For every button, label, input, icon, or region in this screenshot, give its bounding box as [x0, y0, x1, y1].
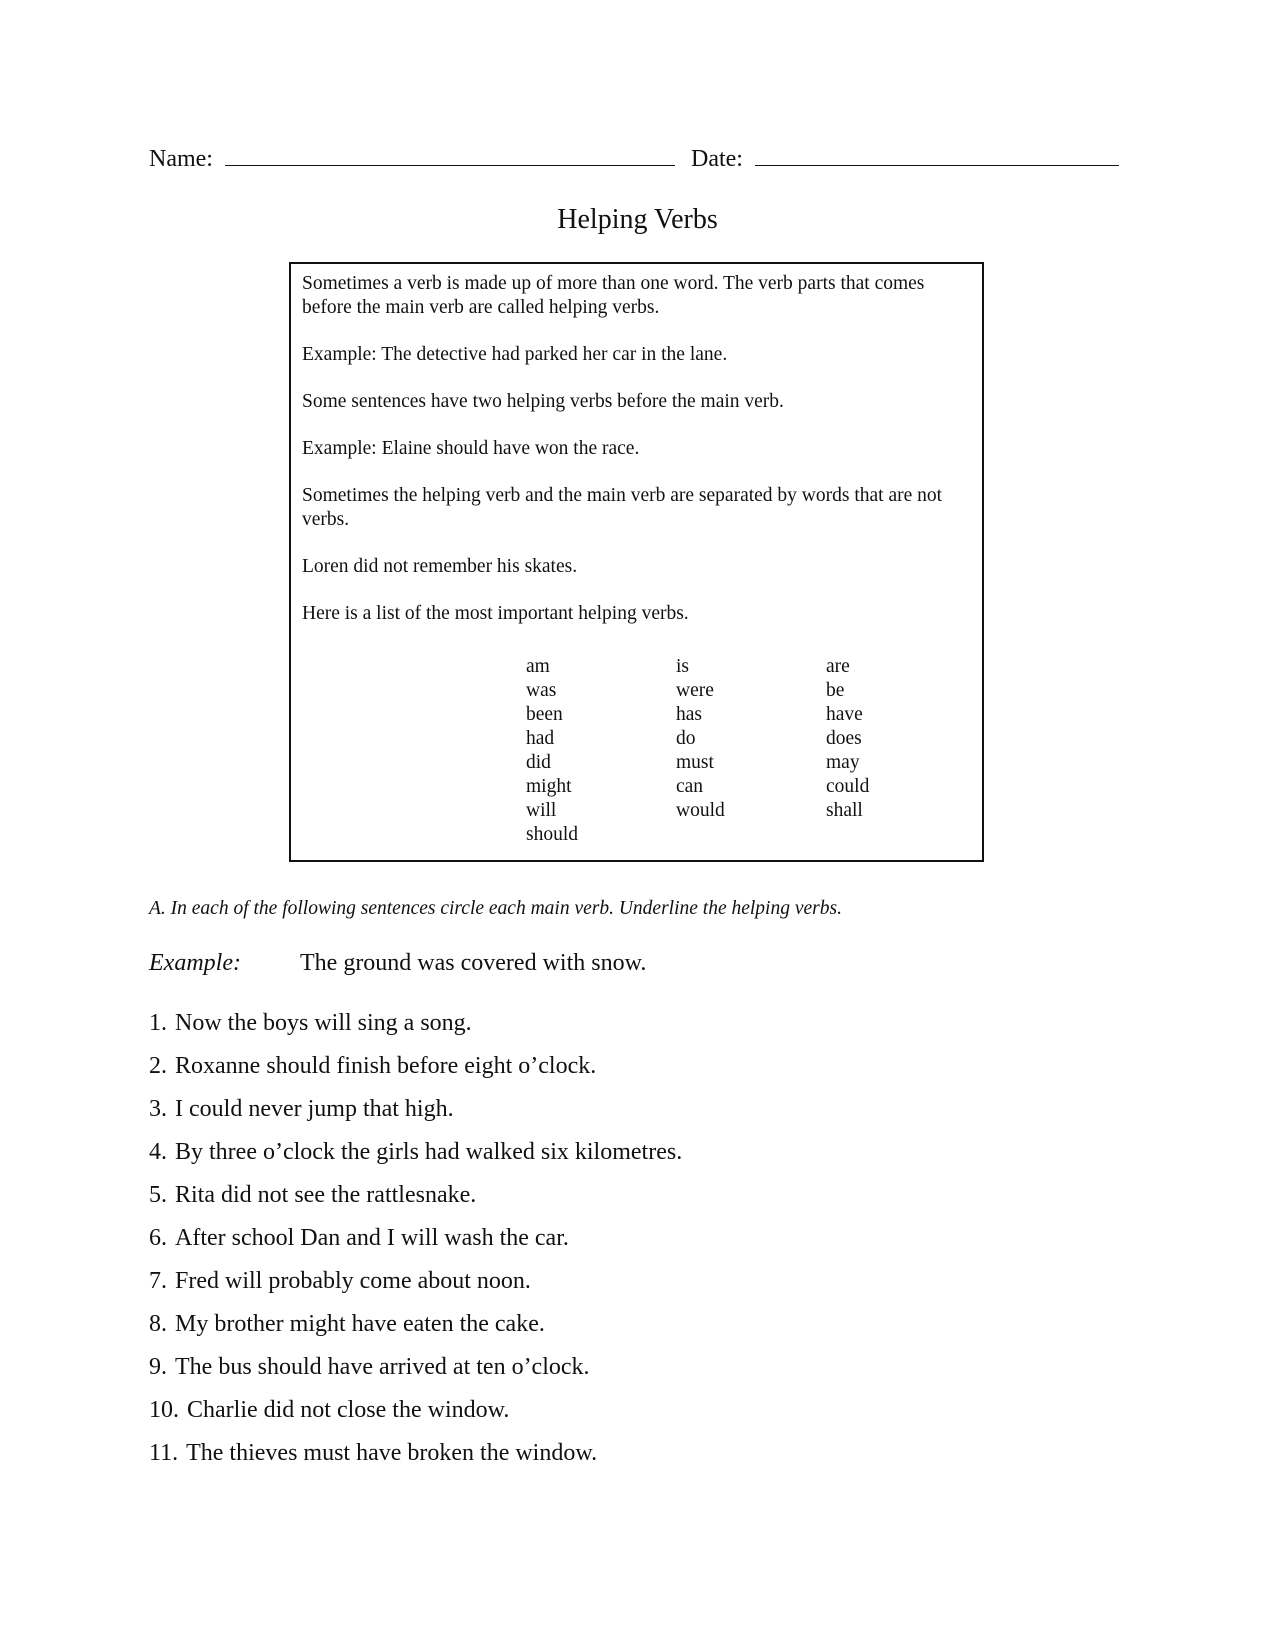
verb-item: are — [826, 656, 850, 677]
info-paragraph: Sometimes a verb is made up of more than one word. The verb parts that comes before the main verb are called helping verbs. — [302, 273, 925, 318]
date-blank[interactable] — [755, 145, 1119, 166]
name-label: Name: — [149, 146, 213, 172]
sentence-number: 8. — [149, 1311, 167, 1337]
verb-item: shall — [826, 800, 863, 821]
sentence-number: 2. — [149, 1053, 167, 1079]
sentence-text: By three o’clock the girls had walked six kilometres. — [175, 1139, 683, 1165]
sentence-text: Charlie did not close the window. — [187, 1397, 510, 1423]
verb-item: may — [826, 752, 860, 773]
info-paragraph: Sometimes the helping verb and the main verb are separated by words that are not verbs. — [302, 485, 943, 530]
exercise-sentence-list — [149, 1008, 682, 1481]
verb-item: is — [676, 656, 690, 677]
verb-item: could — [826, 776, 870, 797]
verb-item: have — [826, 704, 863, 725]
sentence-number: 1. — [149, 1010, 167, 1036]
verb-item: has — [676, 704, 702, 725]
page-title: Helping Verbs — [557, 204, 718, 235]
verb-item: might — [526, 776, 572, 797]
sentence-text: Fred will probably come about noon. — [175, 1268, 531, 1294]
helping-verb-list — [526, 655, 976, 847]
verb-column-3 — [826, 655, 976, 847]
exercise-sentence[interactable] — [149, 1352, 682, 1395]
verb-item: am — [526, 656, 550, 677]
verb-column-2 — [676, 655, 826, 847]
verb-item: does — [826, 728, 862, 749]
exercise-sentence[interactable] — [149, 1223, 682, 1266]
verb-item: been — [526, 704, 563, 725]
exercise-sentence[interactable] — [149, 1266, 682, 1309]
header-fields — [149, 145, 1129, 173]
verb-column-1 — [526, 655, 676, 847]
sentence-text: Roxanne should finish before eight o’clock. — [175, 1053, 597, 1079]
exercise-sentence[interactable] — [149, 1438, 682, 1481]
sentence-number: 10. — [149, 1397, 179, 1423]
sentence-text: Now the boys will sing a song. — [175, 1010, 472, 1036]
sentence-number: 6. — [149, 1225, 167, 1251]
sentence-number: 5. — [149, 1182, 167, 1208]
exercise-sentence[interactable] — [149, 1137, 682, 1180]
exercise-sentence[interactable] — [149, 1051, 682, 1094]
verb-item: would — [676, 800, 725, 821]
exercise-sentence[interactable] — [149, 1395, 682, 1438]
example-label: Example: — [149, 950, 241, 976]
sentence-number: 9. — [149, 1354, 167, 1380]
section-a-example — [149, 950, 646, 977]
info-example: Example: Elaine should have won the race. — [302, 438, 640, 459]
name-blank[interactable] — [225, 145, 675, 166]
sentence-number: 11. — [149, 1440, 179, 1466]
sentence-text: Rita did not see the rattlesnake. — [175, 1182, 477, 1208]
date-label: Date: — [690, 146, 743, 172]
info-example: Loren did not remember his skates. — [302, 556, 578, 577]
exercise-sentence[interactable] — [149, 1180, 682, 1223]
sentence-number: 7. — [149, 1268, 167, 1294]
info-paragraph: Here is a list of the most important helping verbs. — [302, 603, 689, 624]
verb-item: be — [826, 680, 845, 701]
section-a-instruction: A. In each of the following sentences circle each main verb. Underline the helping verbs. — [149, 898, 842, 919]
verb-item: do — [676, 728, 696, 749]
verb-item: did — [526, 752, 551, 773]
sentence-text: I could never jump that high. — [175, 1096, 454, 1122]
sentence-text: After school Dan and I will wash the car. — [175, 1225, 569, 1251]
verb-item: must — [676, 752, 714, 773]
verb-item: can — [676, 776, 704, 797]
verb-item: had — [526, 728, 555, 749]
info-paragraph: Some sentences have two helping verbs before the main verb. — [302, 391, 784, 412]
exercise-sentence[interactable] — [149, 1094, 682, 1137]
sentence-text: The bus should have arrived at ten o’clock. — [175, 1354, 590, 1380]
verb-item: was — [526, 680, 557, 701]
sentence-text: The thieves must have broken the window. — [186, 1440, 598, 1466]
exercise-sentence[interactable] — [149, 1309, 682, 1352]
sentence-text: My brother might have eaten the cake. — [175, 1311, 545, 1337]
sentence-number: 4. — [149, 1139, 167, 1165]
exercise-sentence[interactable] — [149, 1008, 682, 1051]
example-sentence: The ground was covered with snow. — [300, 950, 647, 976]
info-box — [289, 262, 984, 862]
verb-item: should — [526, 824, 579, 845]
verb-item: will — [526, 800, 557, 821]
info-example: Example: The detective had parked her car in the lane. — [302, 344, 728, 365]
sentence-number: 3. — [149, 1096, 167, 1122]
verb-item: were — [676, 680, 714, 701]
